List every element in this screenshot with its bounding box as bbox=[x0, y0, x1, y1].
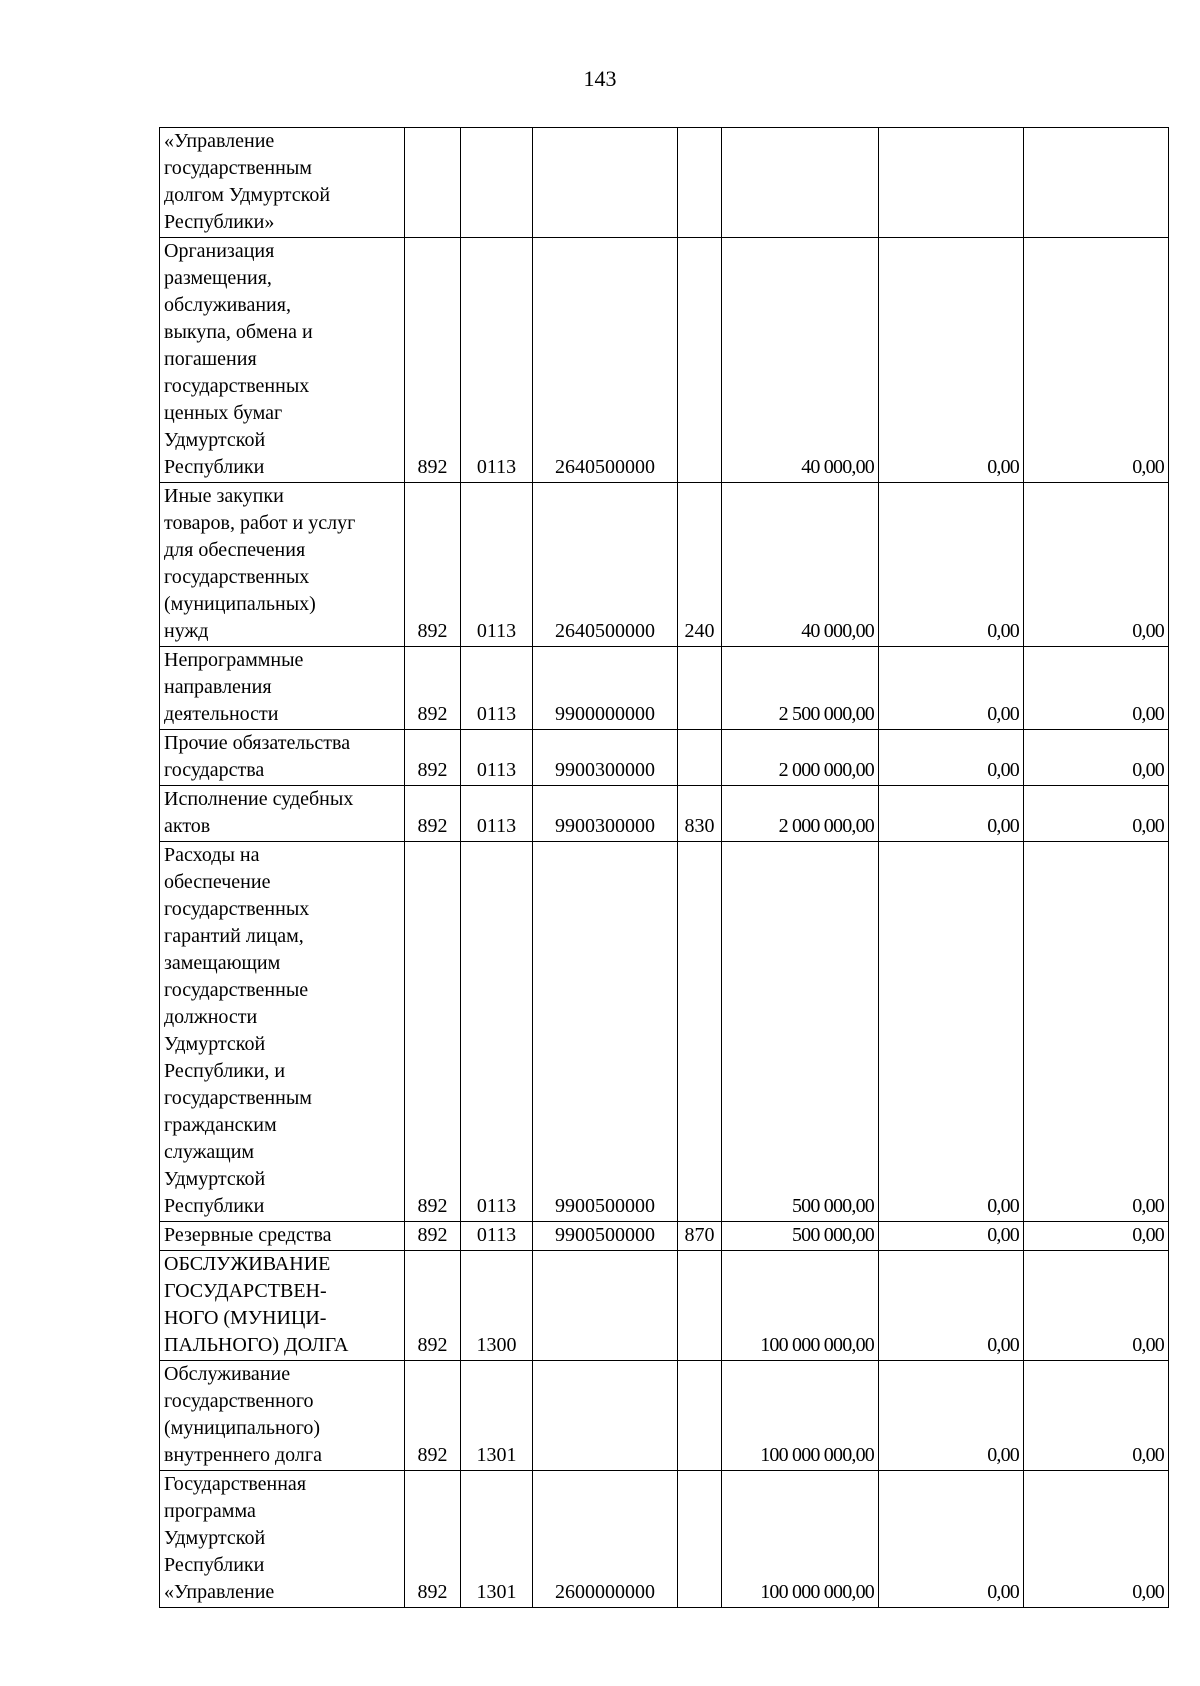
cell-section: 0113 bbox=[461, 1222, 533, 1251]
cell-amount-year1: 500 000,00 bbox=[722, 842, 879, 1222]
cell-grbs: 892 bbox=[405, 730, 461, 786]
row-name: ОБСЛУЖИВАНИЕ ГОСУДАРСТВЕН- НОГО (МУНИЦИ- ПАЛЬНОГО) ДОЛГА bbox=[160, 1251, 405, 1361]
cell-amount-year3: 0,00 bbox=[1024, 842, 1169, 1222]
cell-amount-year2: 0,00 bbox=[879, 483, 1024, 647]
cell-amount-year1: 2 000 000,00 bbox=[722, 786, 879, 842]
cell-target-article bbox=[533, 1251, 678, 1361]
cell-amount-year3: 0,00 bbox=[1024, 786, 1169, 842]
row-name: Прочие обязательства государства bbox=[160, 730, 405, 786]
cell-section: 0113 bbox=[461, 483, 533, 647]
row-name: Исполнение судебных актов bbox=[160, 786, 405, 842]
table-row bbox=[160, 483, 1169, 647]
table-row bbox=[160, 647, 1169, 730]
table-row bbox=[160, 238, 1169, 483]
cell-section: 0113 bbox=[461, 730, 533, 786]
cell-amount-year3: 0,00 bbox=[1024, 1222, 1169, 1251]
cell-target-article: 2640500000 bbox=[533, 238, 678, 483]
cell-amount-year2: 0,00 bbox=[879, 1471, 1024, 1608]
cell-expense-type bbox=[678, 1361, 722, 1471]
cell-expense-type: 870 bbox=[678, 1222, 722, 1251]
cell-expense-type: 830 bbox=[678, 786, 722, 842]
cell-grbs bbox=[405, 128, 461, 238]
cell-amount-year2 bbox=[879, 128, 1024, 238]
cell-amount-year3: 0,00 bbox=[1024, 1361, 1169, 1471]
cell-expense-type bbox=[678, 647, 722, 730]
cell-grbs: 892 bbox=[405, 786, 461, 842]
cell-amount-year1: 40 000,00 bbox=[722, 238, 879, 483]
cell-expense-type bbox=[678, 842, 722, 1222]
cell-section: 1301 bbox=[461, 1361, 533, 1471]
row-name: Расходы на обеспечение государственных гарантий лицам, замещающим государственные должности Удмуртской Республики, и государственным гражданским служащим Удмуртской Республики bbox=[160, 842, 405, 1222]
row-name: Обслуживание государственного (муниципального) внутреннего долга bbox=[160, 1361, 405, 1471]
cell-amount-year2: 0,00 bbox=[879, 238, 1024, 483]
cell-expense-type bbox=[678, 238, 722, 483]
cell-amount-year2: 0,00 bbox=[879, 647, 1024, 730]
cell-grbs: 892 bbox=[405, 842, 461, 1222]
row-name: Резервные средства bbox=[160, 1222, 405, 1251]
cell-target-article bbox=[533, 1361, 678, 1471]
table-row bbox=[160, 1222, 1169, 1251]
table-row bbox=[160, 1361, 1169, 1471]
cell-amount-year1: 100 000 000,00 bbox=[722, 1361, 879, 1471]
cell-amount-year1: 100 000 000,00 bbox=[722, 1471, 879, 1608]
cell-expense-type bbox=[678, 730, 722, 786]
table-row bbox=[160, 128, 1169, 238]
cell-amount-year3 bbox=[1024, 128, 1169, 238]
cell-grbs: 892 bbox=[405, 1251, 461, 1361]
cell-section: 0113 bbox=[461, 647, 533, 730]
cell-section: 1301 bbox=[461, 1471, 533, 1608]
cell-amount-year2: 0,00 bbox=[879, 842, 1024, 1222]
cell-target-article: 9900300000 bbox=[533, 786, 678, 842]
table-row bbox=[160, 842, 1169, 1222]
cell-target-article: 9900500000 bbox=[533, 842, 678, 1222]
cell-amount-year1: 500 000,00 bbox=[722, 1222, 879, 1251]
cell-expense-type: 240 bbox=[678, 483, 722, 647]
cell-section: 0113 bbox=[461, 786, 533, 842]
table-row bbox=[160, 730, 1169, 786]
cell-amount-year3: 0,00 bbox=[1024, 1471, 1169, 1608]
cell-amount-year1 bbox=[722, 128, 879, 238]
cell-grbs: 892 bbox=[405, 647, 461, 730]
cell-section: 0113 bbox=[461, 238, 533, 483]
cell-amount-year3: 0,00 bbox=[1024, 1251, 1169, 1361]
table-row bbox=[160, 786, 1169, 842]
cell-amount-year1: 100 000 000,00 bbox=[722, 1251, 879, 1361]
cell-target-article: 2640500000 bbox=[533, 483, 678, 647]
cell-grbs: 892 bbox=[405, 1222, 461, 1251]
cell-amount-year2: 0,00 bbox=[879, 786, 1024, 842]
cell-target-article: 2600000000 bbox=[533, 1471, 678, 1608]
cell-target-article bbox=[533, 128, 678, 238]
cell-amount-year2: 0,00 bbox=[879, 1222, 1024, 1251]
cell-section bbox=[461, 128, 533, 238]
cell-target-article: 9900000000 bbox=[533, 647, 678, 730]
row-name: Государственная программа Удмуртской Республики «Управление bbox=[160, 1471, 405, 1608]
cell-amount-year2: 0,00 bbox=[879, 1251, 1024, 1361]
page-number: 143 bbox=[583, 66, 617, 91]
cell-grbs: 892 bbox=[405, 483, 461, 647]
cell-expense-type bbox=[678, 128, 722, 238]
cell-amount-year3: 0,00 bbox=[1024, 483, 1169, 647]
cell-grbs: 892 bbox=[405, 238, 461, 483]
cell-amount-year3: 0,00 bbox=[1024, 238, 1169, 483]
cell-expense-type bbox=[678, 1471, 722, 1608]
cell-amount-year2: 0,00 bbox=[879, 1361, 1024, 1471]
table-row bbox=[160, 1251, 1169, 1361]
row-name: «Управление государственным долгом Удмуртской Республики» bbox=[160, 128, 405, 238]
cell-target-article: 9900300000 bbox=[533, 730, 678, 786]
cell-target-article: 9900500000 bbox=[533, 1222, 678, 1251]
cell-section: 1300 bbox=[461, 1251, 533, 1361]
row-name: Организация размещения, обслуживания, выкупа, обмена и погашения государственных ценных бумаг Удмуртской Республики bbox=[160, 238, 405, 483]
cell-amount-year1: 2 500 000,00 bbox=[722, 647, 879, 730]
row-name: Иные закупки товаров, работ и услуг для обеспечения государственных (муниципальных) нужд bbox=[160, 483, 405, 647]
cell-grbs: 892 bbox=[405, 1471, 461, 1608]
cell-amount-year3: 0,00 bbox=[1024, 730, 1169, 786]
cell-amount-year3: 0,00 bbox=[1024, 647, 1169, 730]
cell-section: 0113 bbox=[461, 842, 533, 1222]
cell-grbs: 892 bbox=[405, 1361, 461, 1471]
table-row bbox=[160, 1471, 1169, 1608]
cell-amount-year1: 2 000 000,00 bbox=[722, 730, 879, 786]
budget-table bbox=[159, 127, 1169, 1608]
cell-amount-year2: 0,00 bbox=[879, 730, 1024, 786]
cell-amount-year1: 40 000,00 bbox=[722, 483, 879, 647]
row-name: Непрограммные направления деятельности bbox=[160, 647, 405, 730]
cell-expense-type bbox=[678, 1251, 722, 1361]
